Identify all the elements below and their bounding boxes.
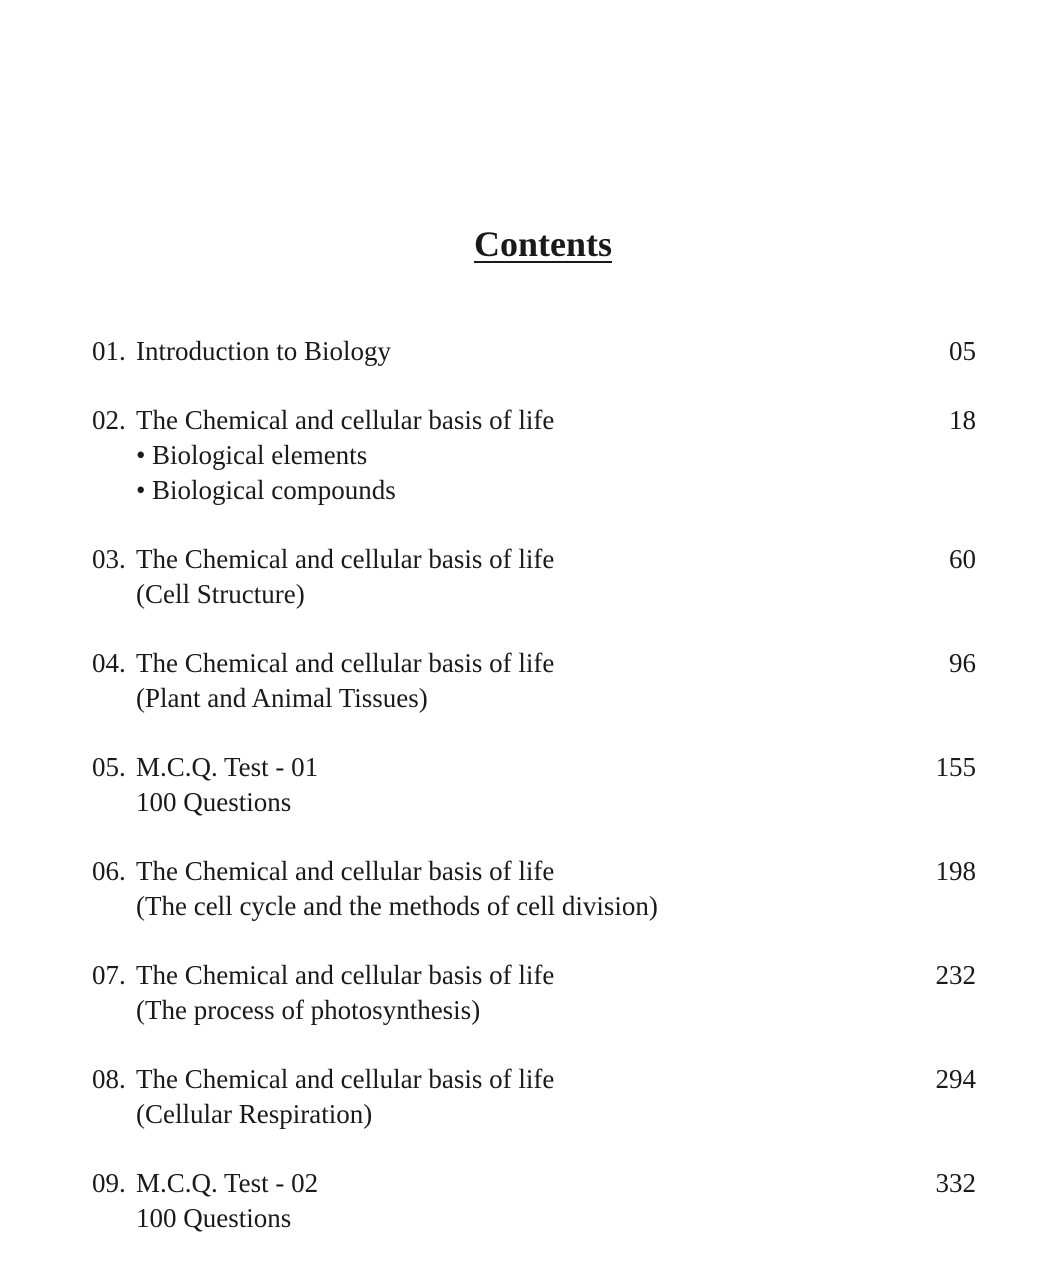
- entry-number: 08.: [92, 1064, 126, 1094]
- toc-entry-08: [92, 1062, 976, 1132]
- entry-page-number: 05: [949, 336, 976, 366]
- table-of-contents: [92, 334, 976, 1270]
- entry-title: The Chemical and cellular basis of life: [136, 405, 555, 435]
- entry-page-number: 18: [949, 405, 976, 435]
- entry-title: The Chemical and cellular basis of life: [136, 1064, 555, 1094]
- entry-number: 07.: [92, 960, 126, 990]
- bullet-text: Biological compounds: [152, 475, 396, 505]
- entry-subtitle: (Plant and Animal Tissues): [136, 683, 428, 713]
- entry-title: M.C.Q. Test - 02: [136, 1168, 319, 1198]
- bullet-icon: •: [136, 440, 146, 470]
- entry-title: The Chemical and cellular basis of life: [136, 960, 555, 990]
- entry-page-number: 60: [949, 544, 976, 574]
- entry-subtitle: (The cell cycle and the methods of cell division): [136, 891, 658, 921]
- entry-page-number: 294: [935, 1064, 976, 1094]
- entry-number: 03.: [92, 544, 126, 574]
- toc-entry-06: [92, 854, 976, 924]
- entry-number: 06.: [92, 856, 126, 886]
- entry-number: 05.: [92, 752, 126, 782]
- toc-entry-05: [92, 750, 976, 820]
- entry-page-number: 332: [935, 1168, 976, 1198]
- entry-bullet-item: [92, 438, 976, 473]
- entry-title: The Chemical and cellular basis of life: [136, 648, 555, 678]
- entry-subtitle: 100 Questions: [136, 787, 292, 817]
- entry-title: The Chemical and cellular basis of life: [136, 856, 555, 886]
- bullet-icon: •: [136, 475, 146, 505]
- entry-title: Introduction to Biology: [136, 336, 391, 366]
- entry-subtitle: 100 Questions: [136, 1203, 292, 1233]
- entry-subtitle: (The process of photosynthesis): [136, 995, 481, 1025]
- entry-subtitle: (Cell Structure): [136, 579, 305, 609]
- toc-entry-07: [92, 958, 976, 1028]
- toc-entry-03: [92, 542, 976, 612]
- page-title: Contents: [473, 224, 612, 264]
- bullet-text: Biological elements: [152, 440, 368, 470]
- entry-number: 04.: [92, 648, 126, 678]
- entry-page-number: 198: [935, 856, 976, 886]
- entry-subtitle: (Cellular Respiration): [136, 1099, 373, 1129]
- toc-entry-01: [92, 334, 976, 369]
- entry-number: 01.: [92, 336, 126, 366]
- entry-title: M.C.Q. Test - 01: [136, 752, 319, 782]
- entry-title: The Chemical and cellular basis of life: [136, 544, 555, 574]
- entry-page-number: 232: [935, 960, 976, 990]
- entry-number: 02.: [92, 405, 126, 435]
- toc-entry-02: [92, 403, 976, 508]
- entry-page-number: 96: [949, 648, 976, 678]
- entry-number: 09.: [92, 1168, 126, 1198]
- toc-entry-04: [92, 646, 976, 716]
- toc-entry-09: [92, 1166, 976, 1236]
- entry-page-number: 155: [935, 752, 976, 782]
- entry-bullet-item: [92, 473, 976, 508]
